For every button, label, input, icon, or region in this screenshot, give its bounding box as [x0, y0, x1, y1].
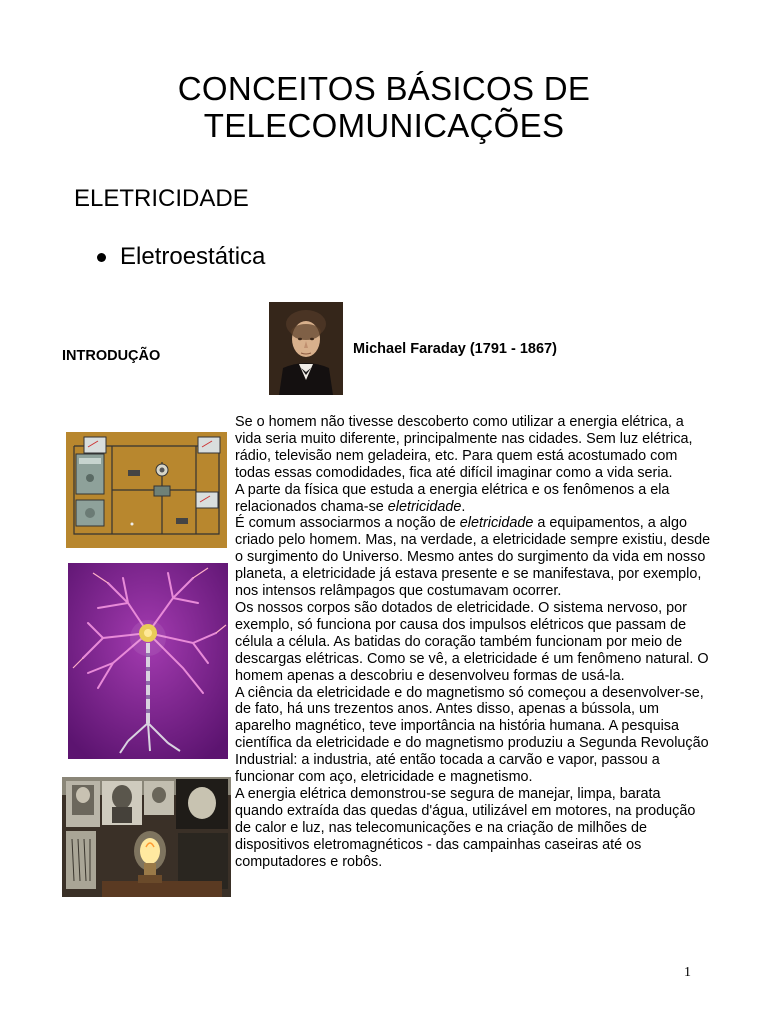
paragraph: A ciência da eletricidade e do magnetismo só começou a desenvolver-se, de fato, há uns trezentos anos. Antes disso, apenas a bússola, um aparelho magnético, teve importância na história humana. A pesquisa científica da eletricidade e do magnetismo produziu a Segunda Revolução Industrial: a industria, até então tocada a carvão e vapor, passou a funcionar com aço, eletricidade e magnetismo.: [235, 684, 709, 786]
bullet-item: [97, 243, 265, 271]
paragraph-text: .: [461, 498, 466, 515]
page-number: 1: [684, 965, 691, 980]
paragraph-text: É comum associarmos a noção de: [235, 515, 460, 532]
faraday-portrait: [269, 302, 343, 395]
emphasized-term: eletricidade: [387, 498, 462, 515]
section-heading: ELETRICIDADE: [74, 185, 249, 212]
lightbulb-photo: [62, 777, 231, 897]
paragraph-text: a equipamentos, a algo criado pelo homem. Mas, na verdade, a eletricidade sempre existiu, desde o surgimento do Universo. Mesmo antes do surgimento da vida em nosso planeta, a eletricidade já estava presente e se manifestava, por exemplo, nos intensos relâmpagos que costumavam ocorrer.: [235, 515, 711, 600]
paragraph: Os nossos corpos são dotados de eletricidade. O sistema nervoso, por exemplo, só funciona por causa dos impulsos elétricos que passam de célula a célula. As batidas do coração também funcionam por meio de descargas elétricas. Como se vê, a eletricidade é um fenômeno natural. O homem apenas a descobriu e desenvolveu formas de usá-la.: [235, 599, 709, 684]
bullet-icon: [97, 253, 106, 262]
page-title: [0, 70, 768, 144]
page-title-line-2: TELECOMUNICAÇÕES: [203, 107, 565, 144]
paragraph: [235, 515, 711, 600]
neuron-illustration: [68, 563, 228, 759]
emphasized-term: eletricidade: [459, 515, 534, 532]
paragraph-text: A parte da física que estuda a energia elétrica e os fenômenos a ela relacionados chama-se: [235, 481, 670, 515]
paragraph: A energia elétrica demonstrou-se segura de manejar, limpa, barata quando extraída das quedas d'água, utilizável em motores, na produção de calor e luz, nas telecomunicações e na criação de milhões de dispositivos eletromagnéticos - das campainhas caseiras até os computadores e robôs.: [235, 785, 696, 870]
paragraph: Se o homem não tivesse descoberto como utilizar a energia elétrica, a vida seria muito diferente, principalmente nas cidades. Sem luz elétrica, rádio, televisão nem geladeira, etc. Para quem está acostumado com todas essas comodidades, fica até difícil imaginar como a vida seria.: [235, 414, 693, 481]
intro-heading: INTRODUÇÃO: [62, 348, 161, 364]
body-text: [235, 414, 711, 870]
paragraph: [235, 482, 711, 516]
page-title-line-1: CONCEITOS BÁSICOS DE: [177, 70, 591, 107]
bullet-label: Eletroestática: [120, 243, 266, 270]
portrait-caption: Michael Faraday (1791 - 1867): [353, 341, 557, 357]
circuit-illustration: [66, 432, 227, 548]
